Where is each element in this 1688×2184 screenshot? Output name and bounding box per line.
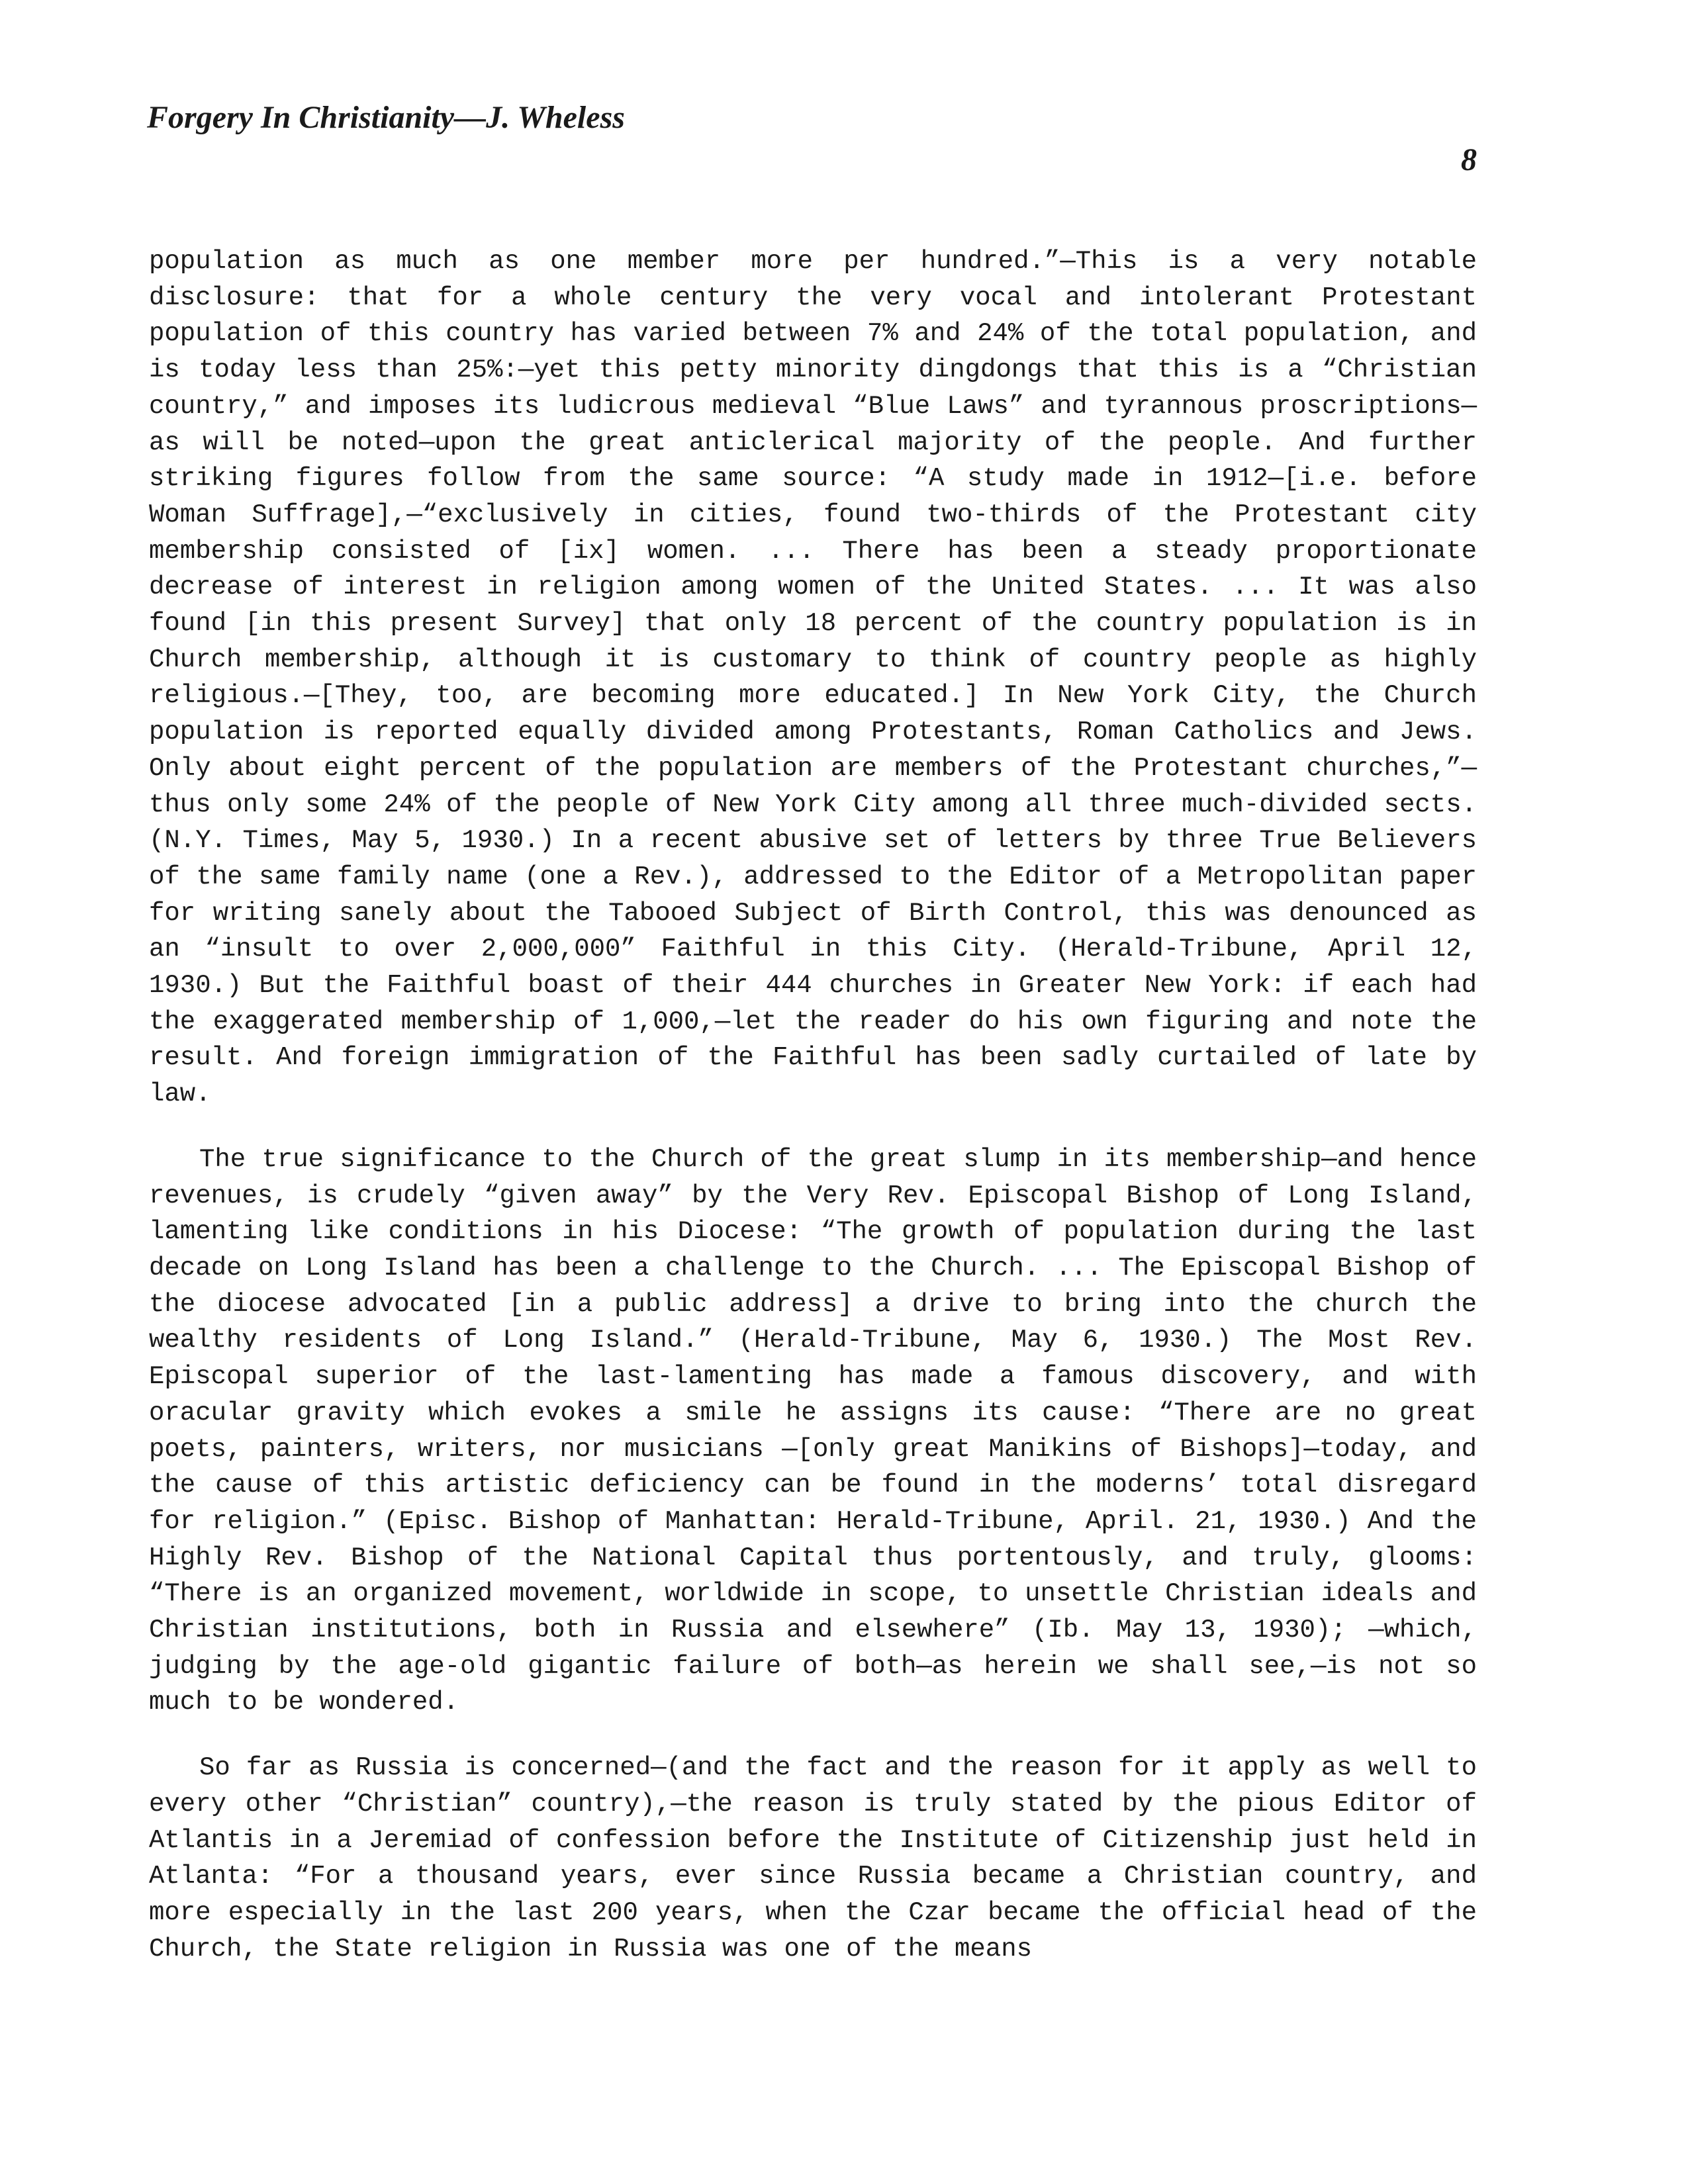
paragraph-3: So far as Russia is concerned—(and the fact and the reason for it apply as well to every other “Christian” country),—the reason is truly stated by the pious Editor of Atlantis in a Jeremiad of confession before the Institute of Citizenship just held in Atlanta: “For a thousand years, ever since Russia became a Christian country, and more especially in the last 200 years, when the Czar became the official head of the Church, the State religion in Russia was one of the means — [149, 1753, 1477, 1964]
paragraph-2: The true significance to the Church of the great slump in its membership—and hence revenues, is crudely “given away” by the Very Rev. Episcopal Bishop of Long Island, lamenting like conditions in his Diocese: “The growth of population during the last decade on Long Island has been a challenge to the Church. ... The Episcopal Bishop of the diocese advocated [in a public address] a drive to bring into the church the wealthy residents of Long Island.” (Herald-Tribune, May 6, 1930.) The Most Rev. Episcopal superior of the last-lamenting has made a famous discovery, and with oracular gravity which evokes a smile he assigns its cause: “There are no great poets, painters, writers, nor musicians —[only great Manikins of Bishops]—today, and the cause of this artistic deficiency can be found in the moderns’ total disregard for religion.” (Episc. Bishop of Manhattan: Herald-Tribune, April. 21, 1930.) And the Highly Rev. Bishop of the National Capital thus portentously, and truly, glooms: “There is an organized movement, worldwide in scope, to unsettle Christian ideals and Christian institutions, both in Russia and elsewhere” (Ib. May 13, 1930); —which, judging by the age-old gigantic failure of both—as herein we shall see,—is not so much to be wondered. — [149, 1144, 1477, 1717]
running-title: Forgery In Christianity—J. Wheless — [147, 100, 625, 135]
body-text — [149, 244, 1477, 1967]
paragraph-1: population as much as one member more per hundred.”—This is a very notable disclosure: that for a whole century the very vocal and intolerant Protestant population of this country has varied between 7% and 24% of the total population, and is today less than 25%:—yet this petty minority dingdongs that this is a “Christian country,” and imposes its ludicrous medieval “Blue Laws” and tyrannous proscriptions—as will be noted—upon the great anticlerical majority of the people. And further striking figures follow from the same source: “A study made in 1912—[i.e. before Woman Suffrage],—“exclusively in cities, found two-thirds of the Protestant city membership consisted of [ix] women. ... There has been a steady proportionate decrease of interest in religion among women of the United States. ... It was also found [in this present Survey] that only 18 percent of the country population is in Church membership, although it is customary to think of country people as highly religious.—[They, too, are becoming more educated.] In New York City, the Church population is reported equally divided among Protestants, Roman Catholics and Jews. Only about eight percent of the population are members of the Protestant churches,”—thus only some 24% of the people of New York City among all three much-divided sects. (N.Y. Times, May 5, 1930.) In a recent abusive set of letters by three True Believers of the same family name (one a Rev.), addressed to the Editor of a Metropolitan paper for writing sanely about the Tabooed Subject of Birth Control, this was denounced as an “insult to over 2,000,000” Faithful in this City. (Herald-Tribune, April 12, 1930.) But the Faithful boast of their 444 churches in Greater New York: if each had the exaggerated membership of 1,000,—let the reader do his own figuring and note the result. And foreign immigration of the Faithful has been sadly curtailed of late by law. — [149, 247, 1477, 1109]
page-number: 8 — [1461, 142, 1477, 177]
